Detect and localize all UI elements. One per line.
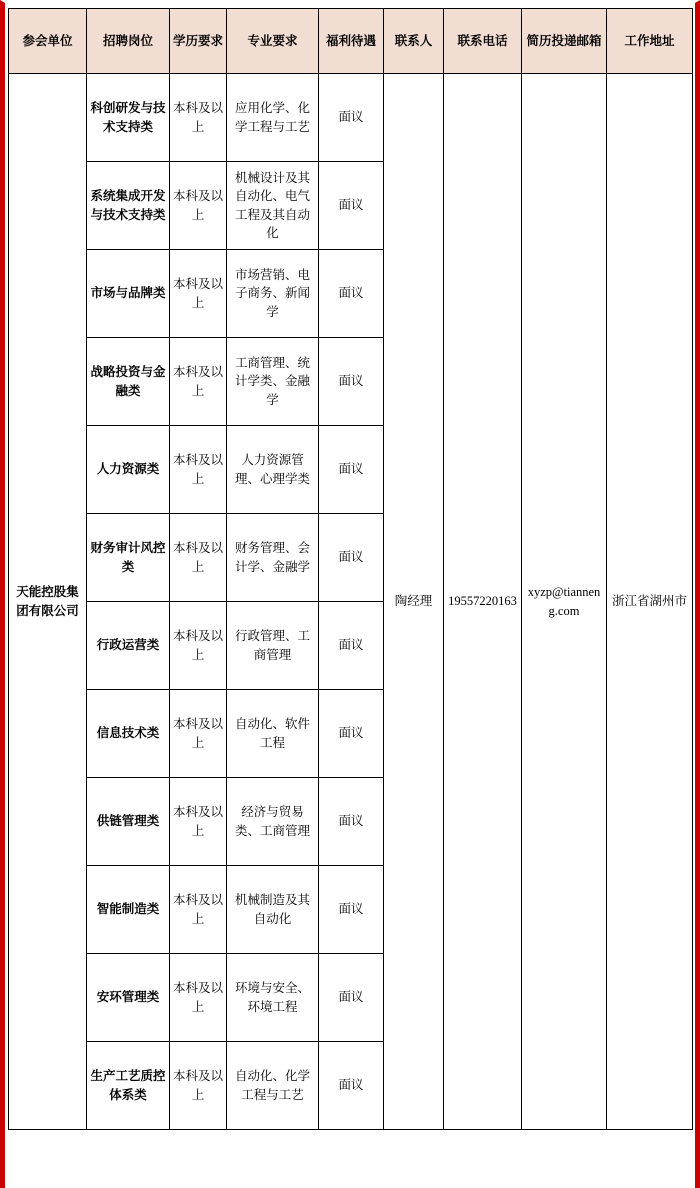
table-header [9, 9, 693, 74]
education-requirement: 本科及以上 [170, 866, 227, 954]
position-name: 科创研发与技术支持类 [87, 74, 170, 162]
major-requirement: 自动化、软件工程 [227, 690, 319, 778]
education-requirement: 本科及以上 [170, 338, 227, 426]
position-name: 安环管理类 [87, 954, 170, 1042]
benefit: 面议 [319, 250, 384, 338]
table-header-row [9, 9, 693, 74]
major-requirement: 人力资源管理、心理学类 [227, 426, 319, 514]
col-header-major: 专业要求 [227, 9, 319, 74]
major-requirement: 工商管理、统计学类、金融学 [227, 338, 319, 426]
company-name: 天能控股集团有限公司 [9, 74, 87, 1130]
education-requirement: 本科及以上 [170, 690, 227, 778]
contact-person: 陶经理 [384, 74, 444, 1130]
col-header-position: 招聘岗位 [87, 9, 170, 74]
position-name: 智能制造类 [87, 866, 170, 954]
benefit: 面议 [319, 338, 384, 426]
major-requirement: 环境与安全、环境工程 [227, 954, 319, 1042]
document-body [8, 8, 692, 1130]
major-requirement: 财务管理、会计学、金融学 [227, 514, 319, 602]
col-header-address: 工作地址 [607, 9, 693, 74]
resume-email: xyzp@tianneng.com [522, 74, 607, 1130]
benefit: 面议 [319, 514, 384, 602]
col-header-benefit: 福利待遇 [319, 9, 384, 74]
benefit: 面议 [319, 866, 384, 954]
contact-phone: 19557220163 [444, 74, 522, 1130]
benefit: 面议 [319, 426, 384, 514]
table-body [9, 74, 693, 1130]
education-requirement: 本科及以上 [170, 426, 227, 514]
education-requirement: 本科及以上 [170, 250, 227, 338]
col-header-email: 简历投递邮箱 [522, 9, 607, 74]
major-requirement: 行政管理、工商管理 [227, 602, 319, 690]
position-name: 信息技术类 [87, 690, 170, 778]
benefit: 面议 [319, 74, 384, 162]
position-name: 系统集成开发与技术支持类 [87, 162, 170, 250]
col-header-education: 学历要求 [170, 9, 227, 74]
major-requirement: 机械设计及其自动化、电气工程及其自动化 [227, 162, 319, 250]
education-requirement: 本科及以上 [170, 778, 227, 866]
education-requirement: 本科及以上 [170, 162, 227, 250]
benefit: 面议 [319, 602, 384, 690]
col-header-contact-person: 联系人 [384, 9, 444, 74]
benefit: 面议 [319, 778, 384, 866]
position-name: 人力资源类 [87, 426, 170, 514]
col-header-company: 参会单位 [9, 9, 87, 74]
education-requirement: 本科及以上 [170, 1042, 227, 1130]
recruitment-table [8, 8, 693, 1130]
major-requirement: 市场营销、电子商务、新闻学 [227, 250, 319, 338]
position-name: 供链管理类 [87, 778, 170, 866]
position-name: 市场与品牌类 [87, 250, 170, 338]
position-name: 战略投资与金融类 [87, 338, 170, 426]
major-requirement: 经济与贸易类、工商管理 [227, 778, 319, 866]
major-requirement: 应用化学、化学工程与工艺 [227, 74, 319, 162]
benefit: 面议 [319, 690, 384, 778]
education-requirement: 本科及以上 [170, 954, 227, 1042]
benefit: 面议 [319, 162, 384, 250]
education-requirement: 本科及以上 [170, 74, 227, 162]
col-header-phone: 联系电话 [444, 9, 522, 74]
education-requirement: 本科及以上 [170, 514, 227, 602]
benefit: 面议 [319, 954, 384, 1042]
position-name: 财务审计风控类 [87, 514, 170, 602]
position-name: 生产工艺质控体系类 [87, 1042, 170, 1130]
work-address: 浙江省湖州市 [607, 74, 693, 1130]
major-requirement: 自动化、化学工程与工艺 [227, 1042, 319, 1130]
benefit: 面议 [319, 1042, 384, 1130]
major-requirement: 机械制造及其自动化 [227, 866, 319, 954]
table-row [9, 74, 693, 162]
position-name: 行政运营类 [87, 602, 170, 690]
education-requirement: 本科及以上 [170, 602, 227, 690]
